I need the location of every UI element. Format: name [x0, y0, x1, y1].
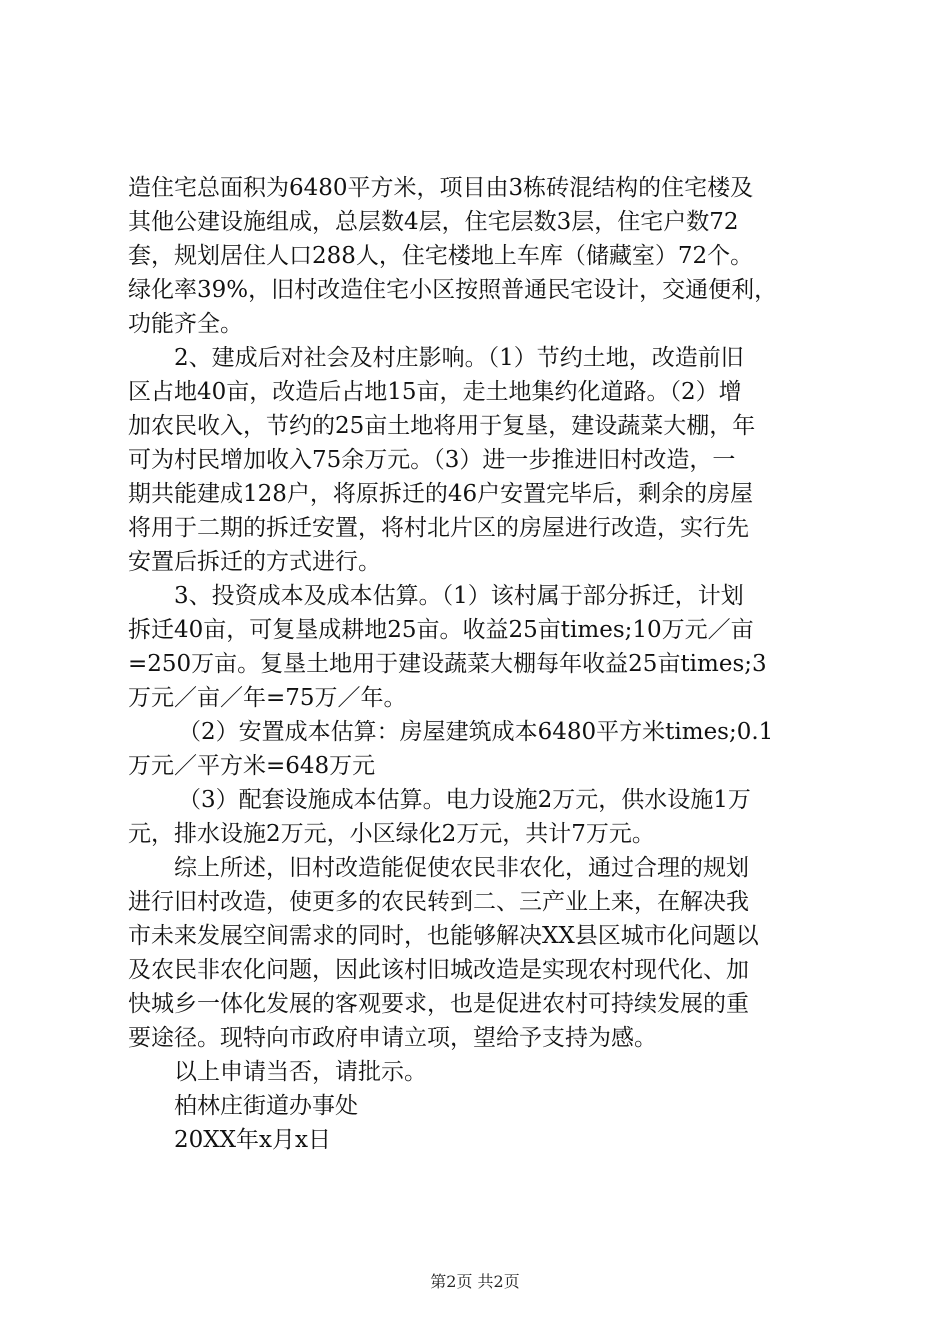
text-line: 元，排水设施2万元，小区绿化2万元，共计7万元。 [128, 821, 655, 847]
paragraph-start-line: 综上所述，旧村改造能促使农民非农化，通过合理的规划 [174, 855, 749, 881]
text-line: 可为村民增加收入75余万元。（3）进一步推进旧村改造，一 [128, 447, 736, 473]
text-line: 其他公建设施组成，总层数4层，住宅层数3层，住宅户数72 [128, 209, 739, 235]
page-footer: 第2页 共2页 [430, 1272, 520, 1291]
text-line: 造住宅总面积为6480平方米，项目由3栋砖混结构的住宅楼及 [128, 175, 754, 201]
paragraph-start-line: 2、建成后对社会及村庄影响。（1）节约土地，改造前旧 [174, 345, 744, 371]
text-line: 功能齐全。 [128, 311, 243, 337]
paragraph-start-line: 3、投资成本及成本估算。（1）该村属于部分拆迁，计划 [174, 583, 744, 609]
paragraph-start-line: （2）安置成本估算：房屋建筑成本6480平方米times;0.1 [178, 719, 774, 745]
text-line: 及农民非农化问题，因此该村旧城改造是实现农村现代化、加 [128, 957, 749, 983]
text-line: 将用于二期的拆迁安置，将村北片区的房屋进行改造，实行先 [128, 515, 749, 541]
closing-request-line: 以上申请当否，请批示。 [174, 1059, 427, 1085]
signature-office: 柏林庄街道办事处 [174, 1093, 358, 1119]
paragraph-start-line: （3）配套设施成本估算。电力设施2万元，供水设施1万 [178, 787, 751, 813]
text-line: 市未来发展空间需求的同时，也能够解决XX县区城市化问题以 [128, 923, 759, 949]
text-line: 绿化率39%，旧村改造住宅小区按照普通民宅设计，交通便利， [128, 277, 778, 303]
text-line: 万元／亩／年=75万／年。 [128, 685, 407, 711]
text-line: 进行旧村改造，使更多的农民转到二、三产业上来，在解决我 [128, 889, 749, 915]
text-line: 要途径。现特向市政府申请立项，望给予支持为感。 [128, 1025, 657, 1051]
document-body [128, 171, 840, 1157]
text-line: 安置后拆迁的方式进行。 [128, 549, 381, 575]
text-line: 万元／平方米=648万元 [128, 753, 376, 779]
text-line: 套，规划居住人口288人，住宅楼地上车库（储藏室）72个。 [128, 243, 754, 269]
text-line: 加农民收入，节约的25亩土地将用于复垦，建设蔬菜大棚，年 [128, 413, 756, 439]
text-line: 期共能建成128户，将原拆迁的46户安置完毕后，剩余的房屋 [128, 481, 754, 507]
text-line: 拆迁40亩，可复垦成耕地25亩。收益25亩times;10万元／亩 [128, 617, 754, 643]
signature-date: 20XX年x月x日 [174, 1127, 331, 1153]
text-line: =250万亩。复垦土地用于建设蔬菜大棚每年收益25亩times;3 [128, 651, 767, 677]
text-line: 快城乡一体化发展的客观要求，也是促进农村可持续发展的重 [128, 991, 749, 1017]
text-line: 区占地40亩，改造后占地15亩，走土地集约化道路。（2）增 [128, 379, 742, 405]
